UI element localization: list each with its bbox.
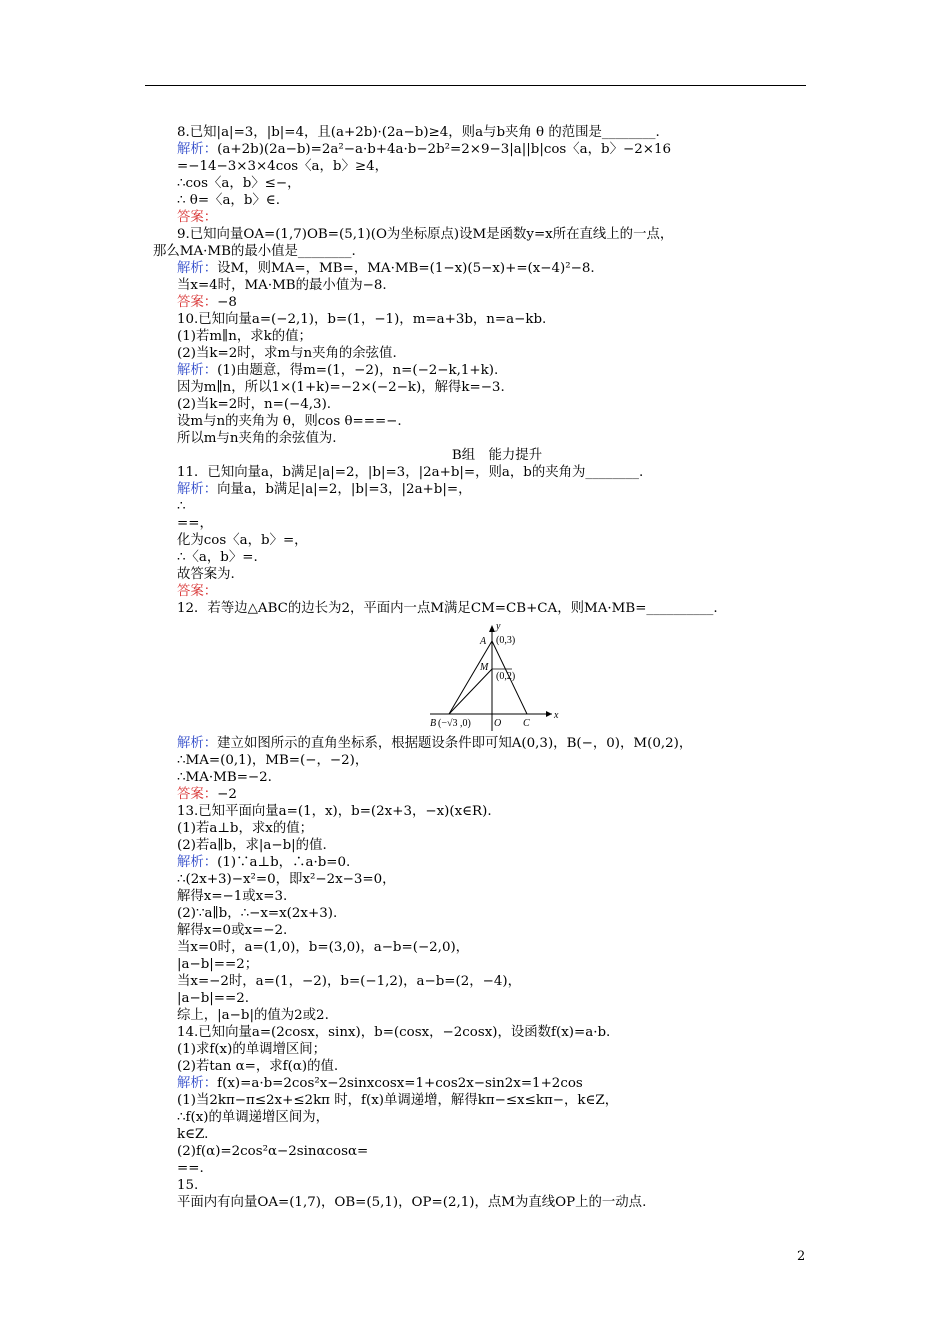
text-line: 10.已知向量a=(−2,1)，b=(1，−1)，m=a+3b，n=a−kb.: [177, 312, 547, 327]
section-heading: B组 能力提升: [451, 448, 543, 463]
analysis-line: [177, 735, 817, 752]
text-line: (2)∵a∥b，∴−x=x(2x+3).: [177, 906, 338, 921]
analysis-label: 解析：: [177, 736, 218, 751]
answer-line: [177, 786, 817, 803]
text-line: (1)求f(x)的单调增区间；: [177, 1042, 327, 1057]
text-line: (2)若tan α=，求f(α)的值.: [177, 1059, 339, 1074]
text-line: 当x=−2时，a=(1，−2)，b=(−1,2)，a−b=(2，−4)，: [177, 974, 522, 989]
text-line: k∈Z.: [177, 1127, 209, 1142]
answer-line: [177, 583, 817, 600]
line-text: 建立如图所示的直角坐标系，根据题设条件即可知A(0,3)，B(−，0)，M(0,2)，: [217, 736, 693, 751]
text-line: ==，: [177, 516, 213, 531]
analysis-label: 解析：: [177, 482, 218, 497]
x-axis-label: x: [554, 710, 559, 721]
text-line: (1)若m∥n，求k的值；: [177, 329, 312, 344]
text-line: ∴: [177, 499, 186, 514]
text-line: 综上，|a−b|的值为2或2.: [177, 1008, 329, 1023]
text-line: =−14−3×3×4cos〈a，b〉≥4，: [177, 159, 388, 174]
point-b-coord: (−√3 ,0): [438, 718, 471, 729]
analysis-line: [177, 141, 817, 158]
text-line: 因为m∥n，所以1×(1+k)=−2×(−2−k)，解得k=−3.: [177, 380, 505, 395]
text-line: ∴MA·MB=−2.: [177, 770, 272, 785]
answer-label: 答案：: [177, 295, 218, 310]
page-number: 2: [797, 1249, 806, 1264]
y-axis-label: y: [496, 621, 501, 632]
line-text: f(x)=a·b=2cos²x−2sinxcosx=1+cos2x−sin2x=1+2cos: [217, 1076, 583, 1091]
text-line: ∴MA=(0,1)，MB=(−，−2)，: [177, 753, 369, 768]
analysis-line: [177, 1075, 817, 1092]
answer-line: [177, 209, 817, 226]
coordinate-diagram: [420, 619, 570, 731]
document-body: [153, 124, 817, 1211]
text-line: (2)当k=2时，n=(−4,3).: [177, 397, 332, 412]
line-text: (1)∵a⊥b，∴a·b=0.: [217, 855, 351, 870]
text-line: 平面内有向量OA=(1,7)，OB=(5,1)，OP=(2,1)，点M为直线OP上的一动点.: [177, 1195, 647, 1210]
text-line: 14.已知向量a=(2cosx，sinx)，b=(cosx，−2cosx)，设函数f(x)=a·b.: [177, 1025, 611, 1040]
text-line: 故答案为.: [177, 567, 235, 582]
text-line: 所以m与n夹角的余弦值为.: [177, 431, 337, 446]
header-rule: [145, 85, 806, 86]
text-line: 解得x=0或x=−2.: [177, 923, 288, 938]
line-text: (1)由题意，得m=(1，−2)，n=(−2−k,1+k).: [217, 363, 499, 378]
text-line: 当x=0时，a=(1,0)，b=(3,0)，a−b=(−2,0)，: [177, 940, 470, 955]
text-line: (2)若a∥b，求|a−b|的值.: [177, 838, 327, 853]
point-a-label: A: [480, 636, 487, 647]
text-line: 化为cos〈a，b〉=，: [177, 533, 308, 548]
line-text: −2: [217, 787, 237, 802]
text-line: 当x=4时，MA·MB的最小值为−8.: [177, 278, 387, 293]
text-line: 12．若等边△ABC的边长为2，平面内一点M满足CM=CB+CA，则MA·MB=__________.: [177, 601, 718, 616]
text-line: 那么MA·MB的最小值是________.: [153, 244, 356, 259]
analysis-label: 解析：: [177, 363, 218, 378]
answer-label: 答案：: [177, 787, 218, 802]
analysis-label: 解析：: [177, 855, 218, 870]
text-line: 9.已知向量OA=(1,7)OB=(5,1)(O为坐标原点)设M是函数y=x所在直线上的一点，: [177, 227, 674, 242]
text-line: ∴cos〈a，b〉≤−，: [177, 176, 301, 191]
text-line: |a−b|==2；: [177, 957, 259, 972]
analysis-line: [177, 362, 817, 379]
point-b-label: B: [430, 718, 437, 729]
text-line: (1)若a⊥b，求x的值；: [177, 821, 314, 836]
text-line: ∴〈a，b〉=.: [177, 550, 258, 565]
analysis-label: 解析：: [177, 261, 218, 276]
line-text: −8: [217, 295, 237, 310]
point-m-label: M: [480, 662, 489, 673]
text-line: ∴(2x+3)−x²=0，即x²−2x−3=0，: [177, 872, 396, 887]
origin-label: O: [494, 718, 502, 729]
triangle-figure: [177, 617, 817, 735]
text-line: 15.: [177, 1178, 199, 1193]
analysis-line: [177, 481, 817, 498]
answer-line: [177, 294, 817, 311]
text-line: 13.已知平面向量a=(1，x)，b=(2x+3，−x)(x∈R).: [177, 804, 492, 819]
text-line: 8.已知|a|=3，|b|=4，且(a+2b)·(2a−b)≥4，则a与b夹角 θ 的范围是________.: [177, 125, 660, 140]
line-text: 设M，则MA=，MB=，MA·MB=(1−x)(5−x)+=(x−4)²−8.: [217, 261, 595, 276]
text-line: |a−b|==2.: [177, 991, 250, 1006]
text-line: ∴ θ=〈a，b〉∈.: [177, 193, 280, 208]
text-line: 11．已知向量a，b满足|a|=2，|b|=3，|2a+b|=，则a，b的夹角为________.: [177, 465, 644, 480]
answer-label: 答案：: [177, 210, 218, 225]
text-line: (2)当k=2时，求m与n夹角的余弦值.: [177, 346, 397, 361]
line-text: (a+2b)(2a−b)=2a²−a·b+4a·b−2b²=2×9−3|a||b|cos〈a，b〉−2×16: [217, 142, 671, 157]
analysis-label: 解析：: [177, 142, 218, 157]
point-m-coord: (0,2): [496, 671, 516, 682]
analysis-line: [177, 854, 817, 871]
text-line: ==.: [177, 1161, 204, 1176]
text-line: 设m与n的夹角为 θ，则cos θ===−.: [177, 414, 402, 429]
point-c-label: C: [523, 718, 530, 729]
text-line: (2)f(α)=2cos²α−2sinαcosα=: [177, 1144, 369, 1159]
analysis-label: 解析：: [177, 1076, 218, 1091]
text-line: 解得x=−1或x=3.: [177, 889, 288, 904]
line-text: 向量a，b满足|a|=2，|b|=3，|2a+b|=，: [217, 482, 472, 497]
text-line: (1)当2kπ−π≤2x+≤2kπ 时，f(x)单调递增，解得kπ−≤x≤kπ−，k∈Z，: [177, 1093, 619, 1108]
answer-label: 答案：: [177, 584, 218, 599]
point-a-coord: (0,3): [496, 635, 516, 646]
analysis-line: [177, 260, 817, 277]
text-line: ∴f(x)的单调递增区间为，: [177, 1110, 329, 1125]
